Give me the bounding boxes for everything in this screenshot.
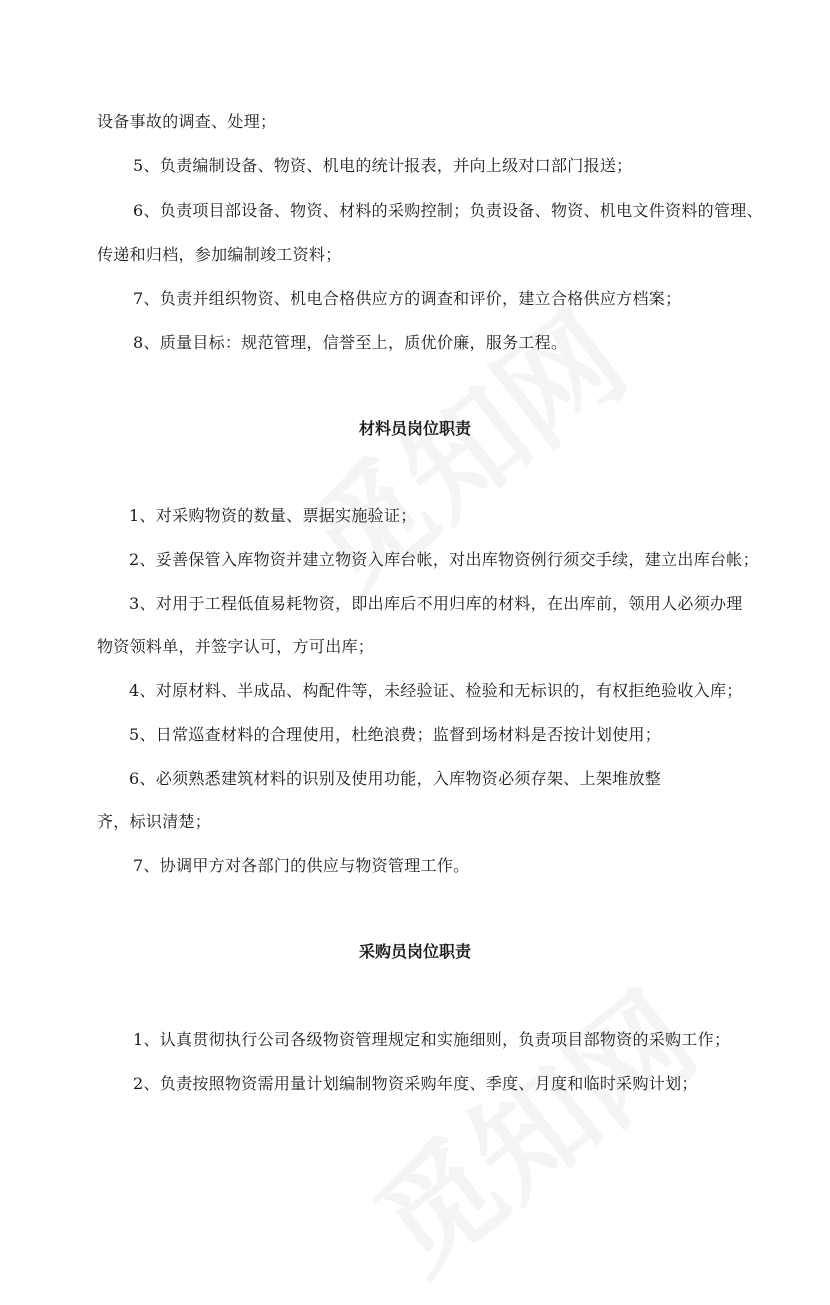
paragraph-line: 4、对原材料、半成品、构配件等，未经验证、检验和无标识的，有权拒绝验收入库；: [129, 681, 743, 700]
paragraph-line: 齐，标识清楚；: [97, 812, 212, 831]
paragraph-line: 1、认真贯彻执行公司各级物资管理规定和实施细则，负责项目部物资的采购工作；: [133, 1030, 731, 1049]
paragraph-line: 5、日常巡查材料的合理使用，杜绝浪费；监督到场材料是否按计划使用；: [129, 725, 662, 744]
section-title-material: 材料员岗位职责: [358, 419, 471, 438]
paragraph-line: 2、妥善保管入库物资并建立物资入库台帐，对出库物资例行须交手续，建立出库台帐；: [129, 550, 759, 569]
paragraph-line: 2、负责按照物资需用量计划编制物资采购年度、季度、月度和临时采购计划；: [133, 1074, 698, 1093]
paragraph-line: 6、负责项目部设备、物资、材料的采购控制；负责设备、物资、机电文件资料的管理、: [133, 201, 763, 220]
paragraph-line: 5、负责编制设备、物资、机电的统计报表，并向上级对口部门报送；: [133, 156, 633, 175]
paragraph-line: 1、对采购物资的数量、票据实施验证；: [129, 506, 417, 525]
paragraph-line: 7、协调甲方对各部门的供应与物资管理工作。: [133, 856, 470, 875]
watermark-lower: [335, 947, 725, 1304]
paragraph-line: 传递和归档，参加编制竣工资料；: [97, 245, 342, 264]
watermark-upper: [265, 267, 655, 624]
paragraph-line: 7、负责并组织物资、机电合格供应方的调查和评价，建立合格供应方档案；: [133, 289, 682, 308]
paragraph-line: 6、必须熟悉建筑材料的识别及使用功能，入库物资必须存架、上架堆放整: [129, 769, 662, 788]
paragraph-line: 设备事故的调查、处理；: [97, 112, 277, 131]
paragraph-line: 物资领料单，并签字认可，方可出库；: [97, 637, 375, 656]
section-title-purchase: 采购员岗位职责: [358, 942, 471, 961]
paragraph-line: 8、质量目标：规范管理，信誉至上，质优价廉，服务工程。: [133, 333, 568, 352]
paragraph-line: 3、对用于工程低值易耗物资，即出库后不用归库的材料，在出库前，领用人必须办理: [129, 594, 743, 613]
